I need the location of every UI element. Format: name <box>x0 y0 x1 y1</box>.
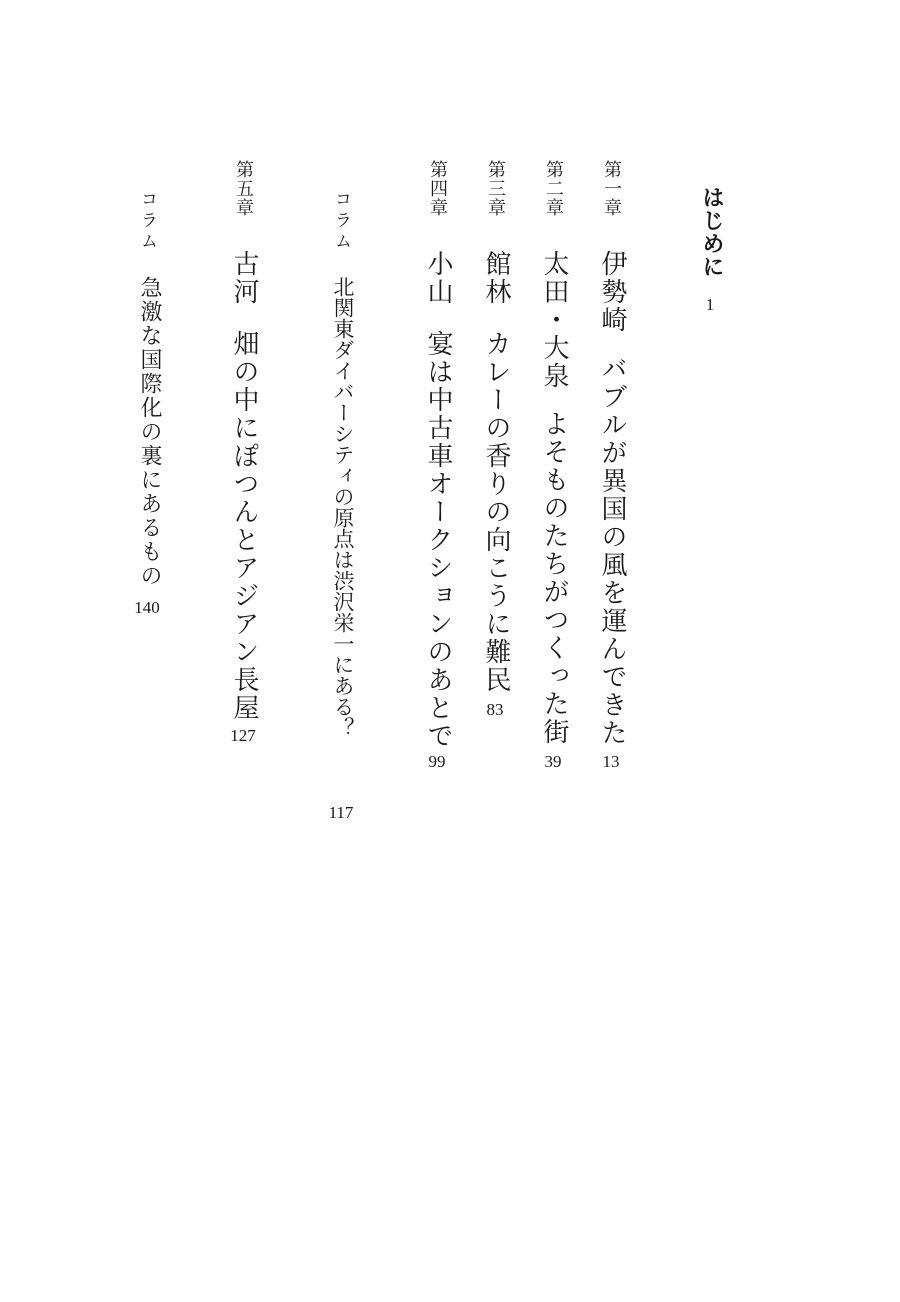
chapter-label: 第三章 <box>485 160 506 217</box>
column-title: 北関東ダイバーシティの原点は渋沢栄一にある？ <box>331 276 355 738</box>
chapter-place: 太田・大泉 <box>539 250 569 390</box>
page-number: 83 <box>486 700 504 719</box>
chapter-subtitle: バブルが異国の風を運んできた <box>597 355 627 747</box>
column-label: コラム <box>137 190 157 253</box>
page-number: 127 <box>230 726 256 745</box>
column-title: 急激な国際化の裏にあるもの <box>137 276 162 588</box>
page-number: 140 <box>134 598 160 617</box>
chapter-label: 第四章 <box>427 160 448 217</box>
page-number: 117 <box>328 803 354 822</box>
column-label: コラム <box>331 190 351 253</box>
chapter-place: 古河 <box>229 250 259 306</box>
chapter-place: 小山 <box>423 250 453 306</box>
intro-title: はじめに <box>699 186 724 278</box>
chapter-subtitle: 畑の中にぽつんとアジアン長屋 <box>229 330 259 722</box>
chapter-place: 館林 <box>481 250 511 306</box>
page-number: 99 <box>428 752 446 771</box>
chapter-label: 第一章 <box>601 160 622 217</box>
chapter-subtitle: カレーの香りの向こうに難民 <box>481 330 511 694</box>
chapter-subtitle: よそものたちがつくった街 <box>539 410 569 746</box>
chapter-label: 第五章 <box>233 160 254 217</box>
page-number: 13 <box>602 752 620 771</box>
page-number: 1 <box>705 295 715 314</box>
chapter-subtitle: 宴は中古車オークションのあとで <box>423 330 453 750</box>
page-number: 39 <box>544 752 562 771</box>
chapter-label: 第二章 <box>543 160 564 217</box>
chapter-place: 伊勢崎 <box>597 250 627 334</box>
